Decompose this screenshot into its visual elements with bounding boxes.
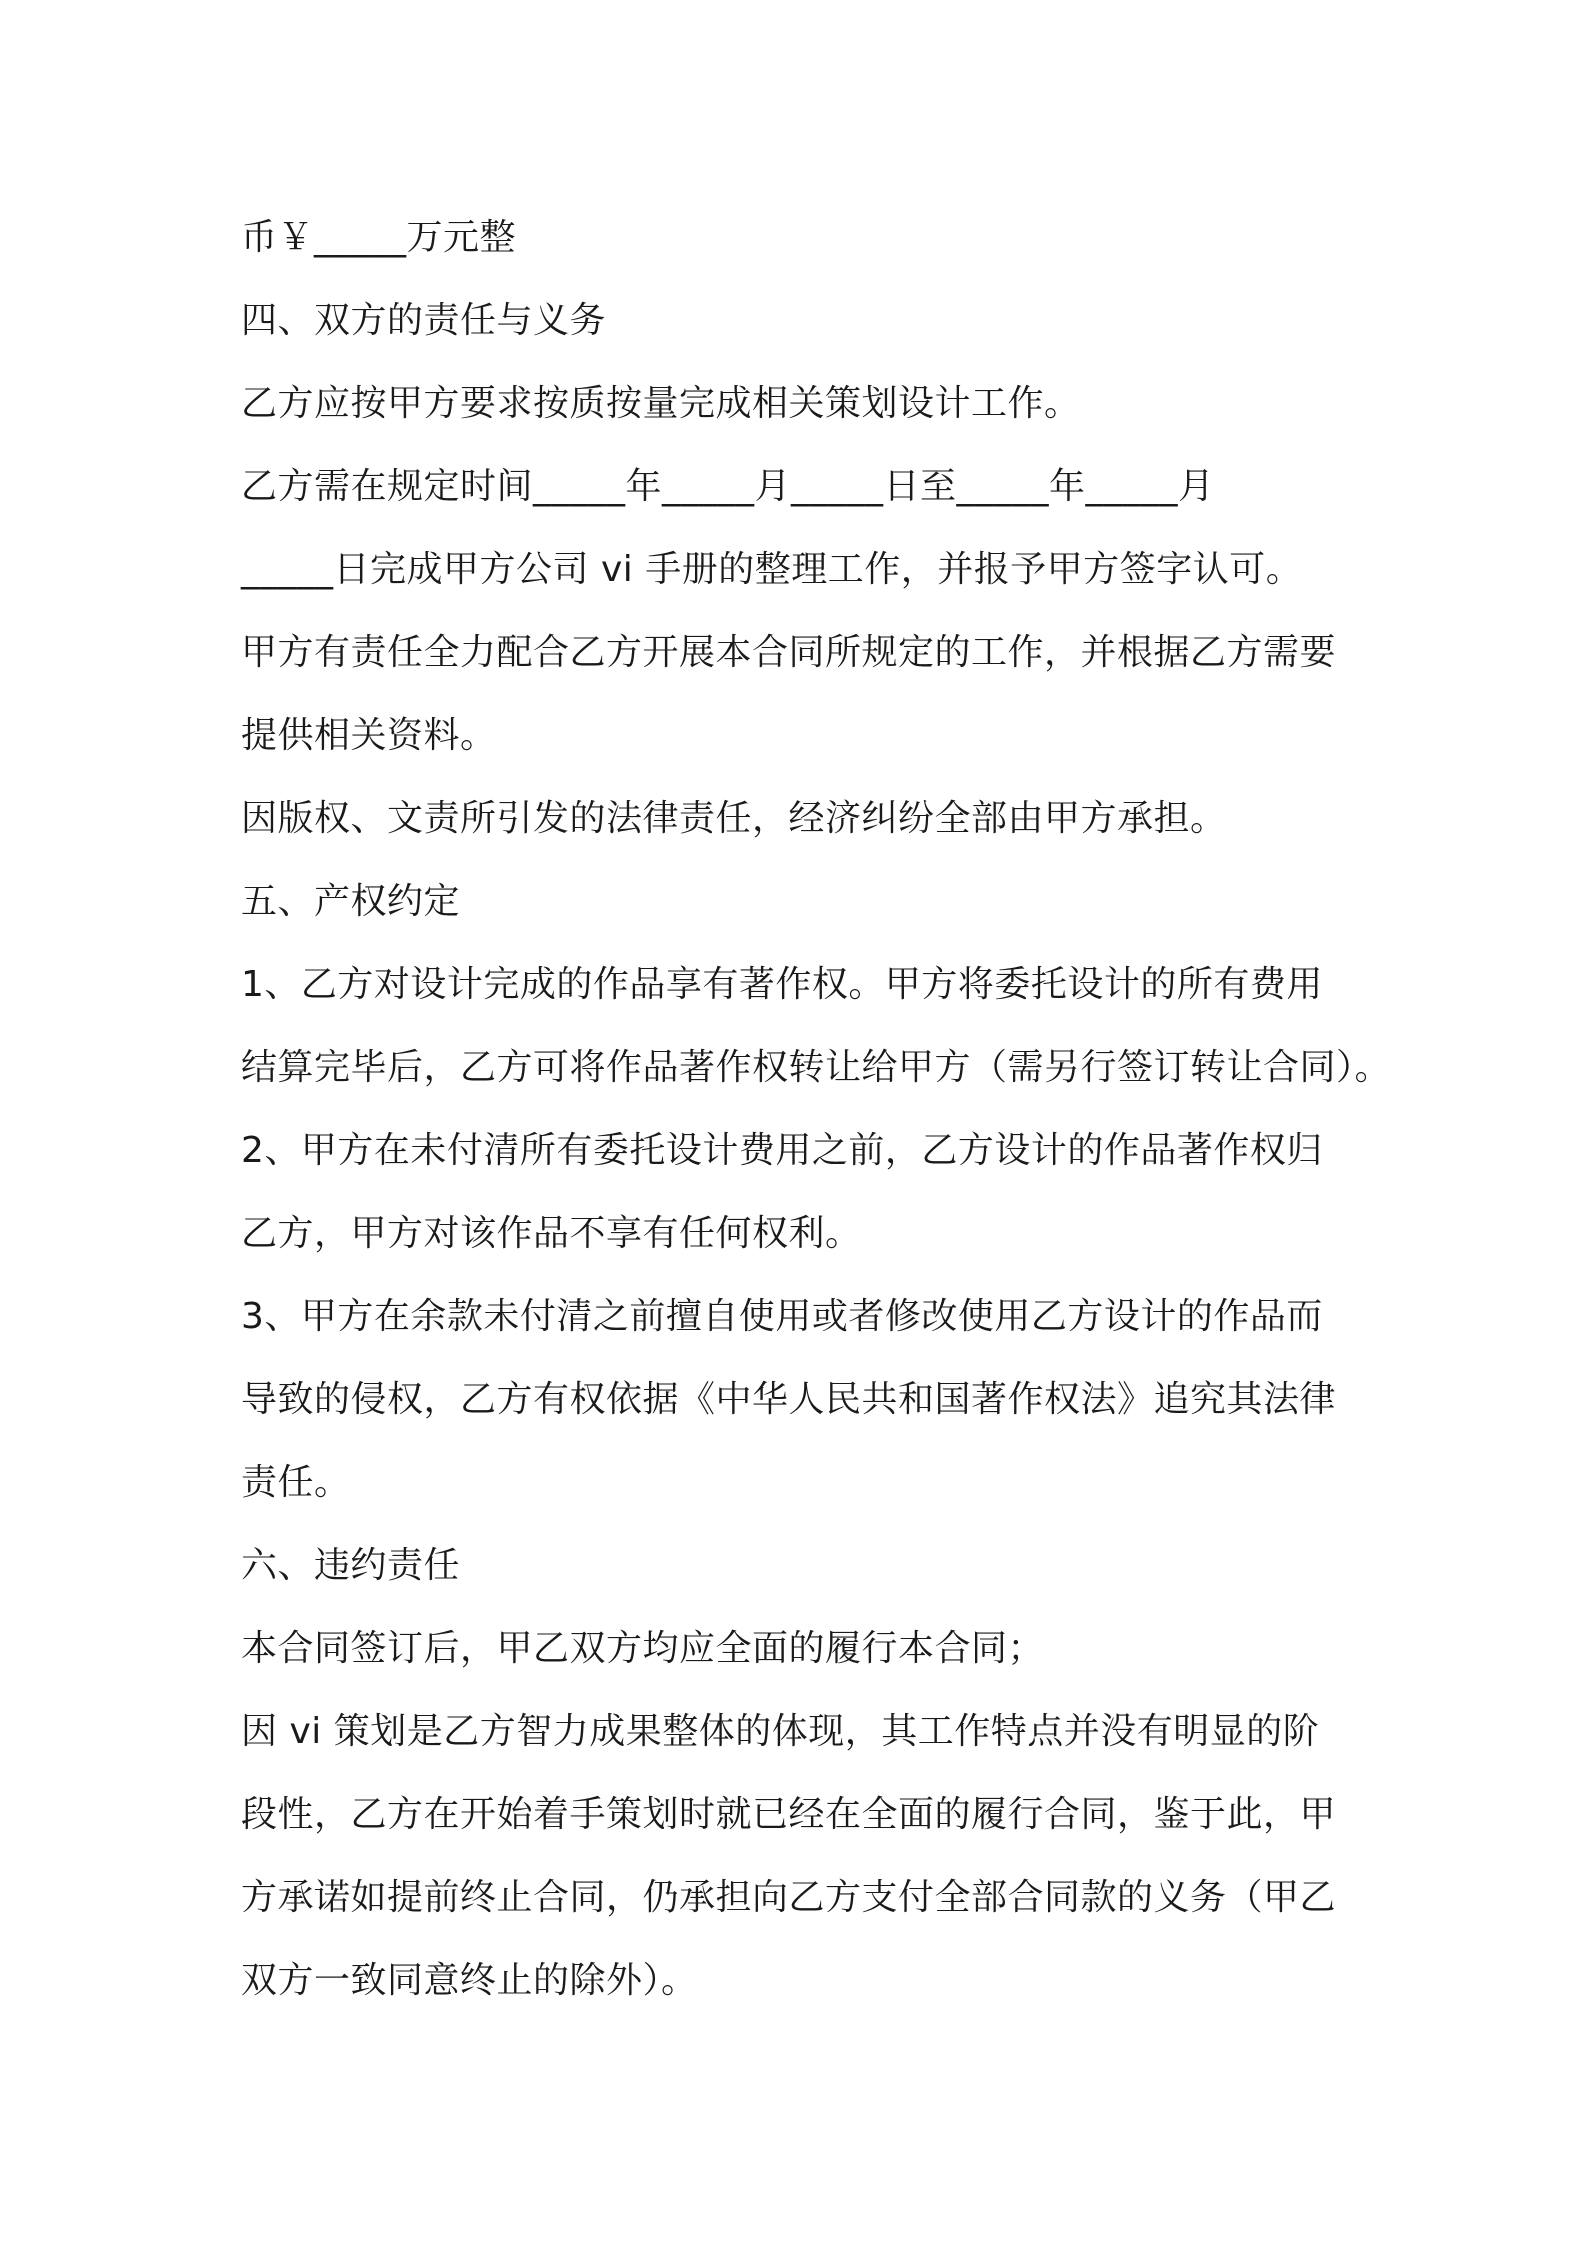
paragraph-line: 责任。 bbox=[241, 1462, 351, 1503]
paragraph-line: 导致的侵权，乙方有权依据《中华人民共和国著作权法》追究其法律 bbox=[241, 1379, 1337, 1420]
paragraph-line: 段性，乙方在开始着手策划时就已经在全面的履行合同，鉴于此，甲 bbox=[241, 1794, 1337, 1835]
paragraph-line: 双方一致同意终止的除外）。 bbox=[241, 1960, 698, 2001]
paragraph-line: 因版权、文责所引发的法律责任，经济纠纷全部由甲方承担。 bbox=[241, 798, 1227, 839]
paragraph-line: 2、甲方在未付清所有委托设计费用之前，乙方设计的作品著作权归 bbox=[241, 1130, 1323, 1171]
paragraph-line: 因 vi 策划是乙方智力成果整体的体现，其工作特点并没有明显的阶 bbox=[241, 1711, 1320, 1752]
paragraph-line: 方承诺如提前终止合同，仍承担向乙方支付全部合同款的义务（甲乙 bbox=[241, 1877, 1337, 1918]
document-body bbox=[241, 196, 1392, 2022]
paragraph-line: 提供相关资料。 bbox=[241, 715, 497, 756]
paragraph-line: _____日完成甲方公司 vi 手册的整理工作，并报予甲方签字认可。 bbox=[241, 549, 1303, 590]
paragraph-line: 本合同签订后，甲乙双方均应全面的履行本合同； bbox=[241, 1628, 1045, 1669]
paragraph-line: 乙方应按甲方要求按质按量完成相关策划设计工作。 bbox=[241, 383, 1081, 424]
paragraph-line: 乙方需在规定时间_____年_____月_____日至_____年_____月 bbox=[241, 466, 1215, 507]
paragraph-line: 甲方有责任全力配合乙方开展本合同所规定的工作，并根据乙方需要 bbox=[241, 632, 1337, 673]
paragraph-line: 3、甲方在余款未付清之前擅自使用或者修改使用乙方设计的作品而 bbox=[241, 1296, 1323, 1337]
paragraph-line: 乙方，甲方对该作品不享有任何权利。 bbox=[241, 1213, 862, 1254]
section-heading-responsibilities: 四、双方的责任与义务 bbox=[241, 300, 607, 341]
paragraph-line: 1、乙方对设计完成的作品享有著作权。甲方将委托设计的所有费用 bbox=[241, 964, 1323, 1005]
paragraph-line: 结算完毕后，乙方可将作品著作权转让给甲方（需另行签订转让合同）。 bbox=[241, 1047, 1392, 1088]
section-heading-property-rights: 五、产权约定 bbox=[241, 881, 461, 922]
section-heading-breach: 六、违约责任 bbox=[241, 1545, 461, 1586]
amount-line: 币￥_____万元整 bbox=[241, 217, 517, 258]
